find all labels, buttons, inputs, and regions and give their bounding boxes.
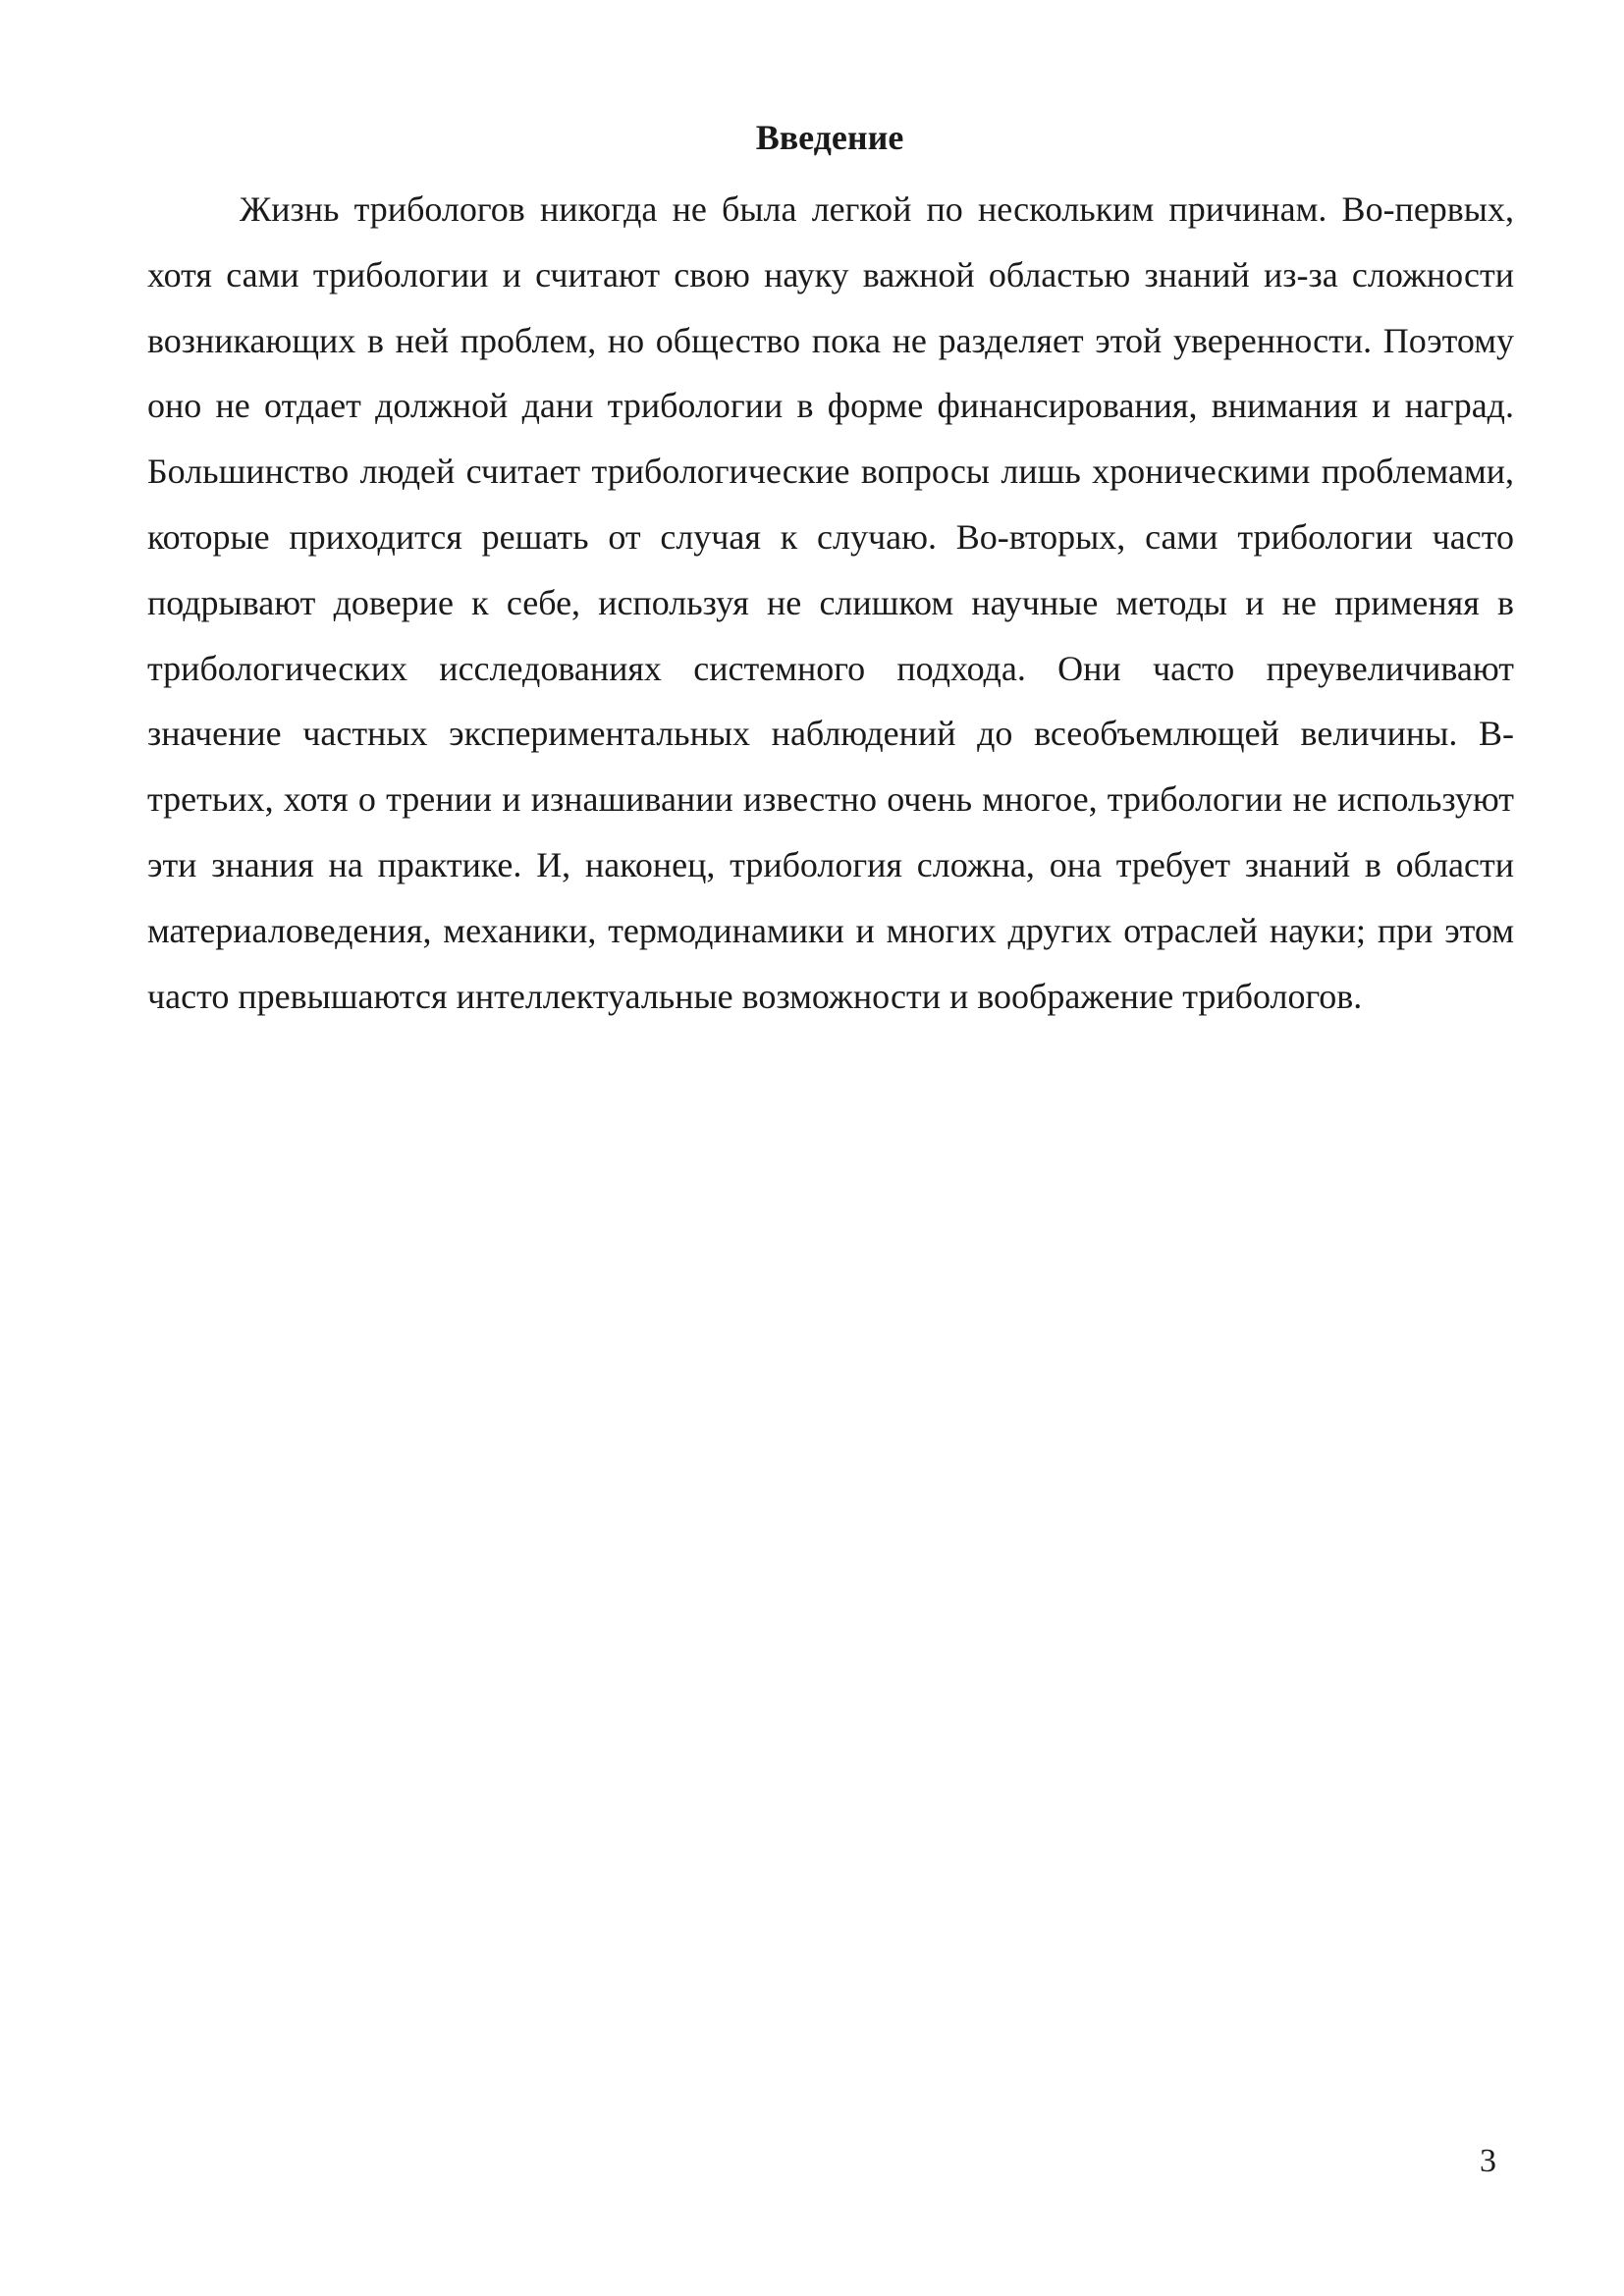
section-heading: Введение [755,118,904,157]
body-paragraph: Жизнь трибологов никогда не была легкой по нескольким причинам. Во-первых, хотя сами трибологии и считают свою науку важной областью знаний из-за сложности возникающих в ней проблем, но общество пока не разделяет этой уверенности. Поэтому оно не отдает должной дани трибологии в форме финансирования, внимания и наград. Большинство людей считает трибологические вопросы лишь хроническими проблемами, которые приходится решать от случая к случаю. Во-вторых, сами трибологии часто подрывают доверие к себе, используя не слишком научные методы и не применяя в трибологических исследованиях системного подхода. Они часто преувеличивают значение частных экспериментальных наблюдений до всеобъемлющей величины. В-третьих, хотя о трении и изнашивании известно очень многое, трибологии не используют эти знания на практике. И, наконец, трибология сложна, она требует знаний в области материаловедения, механики, термодинамики и многих других отраслей науки; при этом часто превышаются интеллектуальные возможности и воображение трибологов. [147,189,1514,1016]
page-number: 3 [1480,2143,1496,2179]
